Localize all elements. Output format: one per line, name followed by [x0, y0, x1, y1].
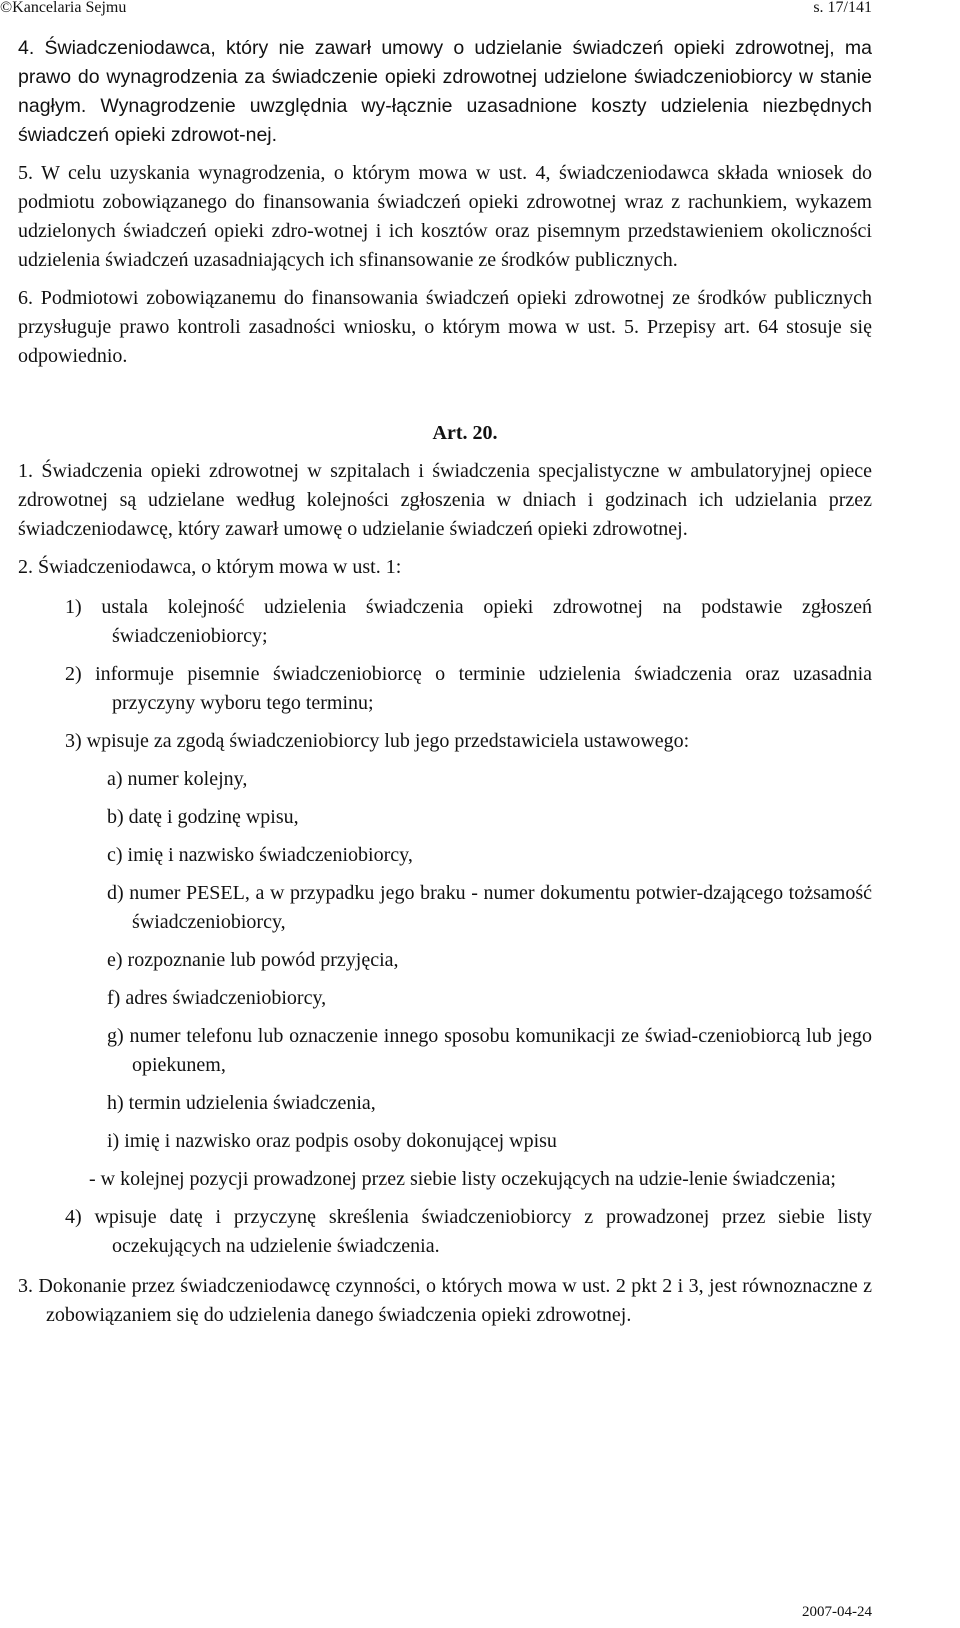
- paragraph-6: 6. Podmiotowi zobowiązanemu do finansowania świadczeń opieki zdrowotnej ze środków publicznych przysługuje prawo kontroli zasadności wniosku, o którym mowa w ust. 5. Przepisy art. 64 stosuje się odpowiednio.: [18, 287, 872, 367]
- page-header: [0, 0, 872, 20]
- article-heading: Art. 20.: [432, 422, 498, 444]
- sub-item: f) adres świadczeniobiorcy,: [107, 987, 327, 1009]
- article-paragraph-2: 2. Świadczeniodawca, o którym mowa w ust. 1:: [18, 556, 402, 578]
- list-item: 2) informuje pisemnie świadczeniobiorcę o terminie udzielenia świadczenia oraz uzasadnia przyczyny wyboru tego terminu;: [65, 663, 872, 714]
- sub-item: a) numer kolejny,: [107, 768, 248, 790]
- article-paragraph-3: 3. Dokonanie przez świadczeniodawcę czynności, o których mowa w ust. 2 pkt 2 i 3, jest równoznaczne z zobowiązaniem się do udzielenia danego świadczenia opieki zdrowotnej.: [18, 1275, 872, 1326]
- sub-item: c) imię i nazwisko świadczeniobiorcy,: [107, 844, 413, 866]
- sub-item: e) rozpoznanie lub powód przyjęcia,: [107, 949, 399, 971]
- list-item: 1) ustala kolejność udzielenia świadczenia opieki zdrowotnej na podstawie zgłoszeń świadczeniobiorcy;: [65, 596, 872, 647]
- sub-item: g) numer telefonu lub oznaczenie innego sposobu komunikacji ze świad-czeniobiorcą lub jego opiekunem,: [107, 1025, 872, 1076]
- sub-item: d) numer PESEL, a w przypadku jego braku - numer dokumentu potwier-dzającego tożsamość świadczeniobiorcy,: [107, 882, 872, 933]
- document-body: [18, 34, 872, 1330]
- list-item: 4) wpisuje datę i przyczynę skreślenia świadczeniobiorcy z prowadzonej przez siebie listy oczekujących na udzielenie świadczenia.: [65, 1206, 872, 1257]
- paragraph-4: 4. Świadczeniodawca, który nie zawarł umowy o udzielanie świadczeń opieki zdrowotnej, ma prawo do wynagrodzenia za świadczenie opieki zdrowotnej udzielone świadczeniobiorcy w stanie nagłym. Wynagrodzenie uwzględnia wy-łącznie uzasadnione koszty udzielenia niezbędnych świadczeń opieki zdrowot-nej.: [18, 37, 872, 146]
- copyright-notice: ©Kancelaria Sejmu: [0, 0, 127, 16]
- paragraph-5: 5. W celu uzyskania wynagrodzenia, o którym mowa w ust. 4, świadczeniodawca składa wniosek do podmiotu zobowiązanego do finansowania świadczeń opieki zdrowotnej wraz z rachunkiem, wykazem udzielonych świadczeń opieki zdro-wotnej i ich kosztów oraz pisemnym przedstawieniem okoliczności udzielenia świadczeń uzasadniających ich sfinansowanie ze środków publicznych.: [18, 162, 872, 271]
- article-paragraph-1: 1. Świadczenia opieki zdrowotnej w szpitalach i świadczenia specjalistyczne w ambulatoryjnej opiece zdrowotnej są udzielane według kolejności zgłoszenia w dniach i godzinach ich udzielania przez świadczeniodawcę, który zawarł umowę o udzielanie świadczeń opieki zdrowotnej.: [18, 460, 872, 540]
- points-list: [18, 593, 872, 1261]
- sub-item: b) datę i godzinę wpisu,: [107, 806, 299, 828]
- list-item: 3) wpisuje za zgodą świadczeniobiorcy lub jego przedstawiciela ustawowego:: [65, 730, 690, 752]
- sub-item: h) termin udzielenia świadczenia,: [107, 1092, 376, 1114]
- sub-item: i) imię i nazwisko oraz podpis osoby dokonującej wpisu: [107, 1130, 557, 1152]
- page-number: s. 17/141: [813, 0, 872, 16]
- dash-clause: - w kolejnej pozycji prowadzonej przez siebie listy oczekujących na udzie-lenie świadczenia;: [89, 1168, 836, 1190]
- page-footer-date: 2007-04-24: [802, 1604, 872, 1620]
